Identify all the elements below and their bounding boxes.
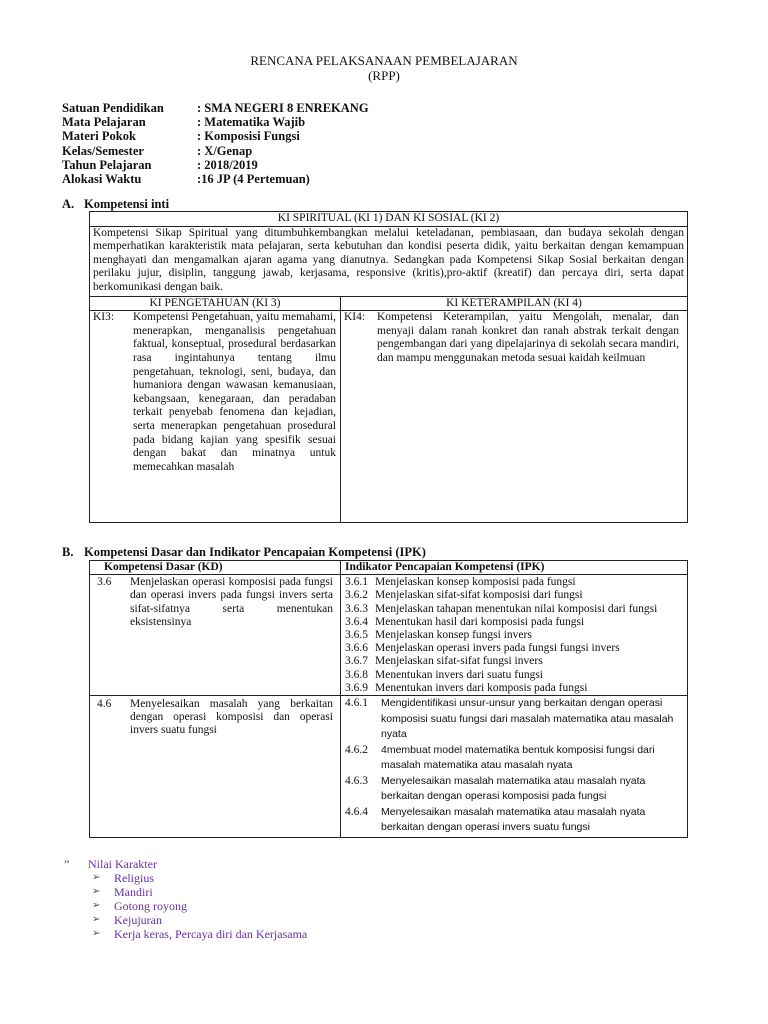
ipk-text: Menyelesaikan masalah matematika atau masalah nyata berkaitan dengan operasi invers suatu fungsi (381, 805, 646, 834)
kd-column-header: Kompetensi Dasar (KD) (90, 561, 341, 575)
ipk-item (345, 682, 683, 695)
arrow-bullet-icon: ➢ (92, 872, 101, 884)
ipk-text: Mengidentifikasi unsur-unsur yang berkaitan dengan operasi komposisi suatu fungsi dari masalah matematika atau masalah nyata (381, 697, 674, 741)
ipk-text: Menjelaskan konsep fungsi invers (375, 629, 532, 642)
info-block (62, 101, 369, 186)
info-label: Kelas/Semester (62, 143, 144, 158)
ipk-item (345, 616, 683, 629)
nilai-item: Gotong royong (114, 899, 187, 914)
ipk-number: 3.6.7 (345, 655, 368, 668)
kd-cell (90, 696, 341, 838)
ipk-item (345, 669, 683, 682)
kd-text: Menjelaskan operasi komposisi pada fungsi dan operasi invers pada fungsi invers serta sifat-sifatnya serta menentukan eksistensinya (130, 576, 333, 628)
ipk-text: Menentukan hasil dari komposisi pada fungsi (375, 615, 585, 628)
ipk-text: Menentukan invers dari komposis pada fungsi (375, 681, 588, 694)
ki12-header: KI SPIRITUAL (KI 1) DAN KI SOSIAL (KI 2) (90, 212, 688, 227)
ki4-text: Kompetensi Keterampilan, yaitu Mengolah, menalar, dan menyaji dalam ranah konkret dan ranah abstrak terkait dengan pengembangan dari yang dipelajarinya di sekolah secara mandiri, dan mampu menggunakan metoda sesuai kaidah keilmuan (377, 311, 679, 364)
ipk-text: Menyelesaikan masalah matematika atau masalah nyata berkaitan dengan operasi komposisi pada fungsi (381, 774, 646, 803)
ki4-label: KI4: (344, 311, 366, 324)
ki3-text: Kompetensi Pengetahuan, yaitu memahami, menerapkan, menganalisis pengetahuan faktual, konseptual, prosedural berdasarkan rasa ingintahunya tentang ilmu pengetahuan, teknologi, seni, budaya, dan humaniora dengan wawasan kemanusiaan, kebangsaan, kenegaraan, dan peradaban terkait penyebab fenomena dan kejadian, serta menerapkan pengetahuan prosedural pada bidang kajian yang spesifik sesuai dengan bakat dan minatnya untuk memecahkan masalah (133, 311, 336, 473)
info-value: :16 JP (4 Pertemuan) (197, 172, 310, 187)
ipk-item (345, 589, 683, 602)
ki4-header: KI KETERAMPILAN (KI 4) (341, 296, 688, 311)
ipk-text: 4membuat model matematika bentuk komposisi fungsi dari masalah matematika atau masalah nyata (381, 743, 655, 772)
ipk-text: Menjelaskan sifat-sifat fungsi invers (375, 655, 543, 668)
kd-cell (90, 575, 341, 696)
info-row (62, 158, 369, 172)
ki3-header: KI PENGETAHUAN (KI 3) (90, 296, 341, 311)
list-item (92, 871, 307, 885)
ipk-number: 4.6.2 (345, 743, 368, 756)
ipk-number: 3.6.9 (345, 681, 368, 694)
nilai-item: Mandiri (114, 885, 153, 900)
arrow-bullet-icon: ➢ (92, 914, 101, 926)
ipk-item (345, 629, 683, 642)
ipk-item (345, 642, 683, 655)
ipk-column-header: Indikator Pencapaian Kompetensi (IPK) (341, 561, 688, 575)
ipk-item (345, 696, 683, 743)
doc-subtitle: (RPP) (368, 68, 400, 83)
info-value: : 2018/2019 (197, 157, 258, 172)
info-label: Tahun Pelajaran (62, 157, 152, 172)
info-label: Alokasi Waktu (62, 172, 142, 187)
ipk-number: 3.6.3 (345, 602, 368, 615)
kd-ipk-table (89, 560, 688, 838)
ipk-item (345, 655, 683, 668)
ipk-number: 3.6.4 (345, 615, 368, 628)
list-item (92, 927, 307, 941)
ki4-cell (341, 311, 688, 523)
ipk-number: 3.6.2 (345, 589, 368, 602)
ipk-cell (341, 575, 688, 696)
nilai-karakter (64, 857, 307, 942)
ipk-item (345, 743, 683, 774)
section-b-heading (62, 545, 426, 560)
info-label: Mata Pelajaran (62, 115, 146, 130)
nilai-item: Religius (114, 871, 155, 886)
ipk-number: 4.6.3 (345, 774, 368, 787)
info-row (62, 129, 369, 143)
info-row (62, 101, 369, 115)
ipk-text: Menjelaskan operasi invers pada fungsi fungsi invers (375, 642, 620, 655)
arrow-bullet-icon: ➢ (92, 928, 101, 940)
ipk-item (345, 603, 683, 616)
list-item (92, 885, 307, 899)
table-row (90, 696, 688, 838)
info-label: Satuan Pendidikan (62, 101, 164, 115)
info-value: : SMA NEGERI 8 ENREKANG (197, 101, 369, 115)
info-value: : Matematika Wajib (197, 115, 306, 130)
list-item (92, 913, 307, 927)
nilai-item: Kejujuran (114, 913, 162, 928)
nilai-title: Nilai Karakter (88, 857, 157, 871)
kompetensi-inti-table (89, 211, 688, 523)
ki3-label: KI3: (93, 311, 115, 324)
ipk-cell (341, 696, 688, 838)
kd-number: 3.6 (97, 576, 112, 589)
ipk-item (345, 774, 683, 805)
section-a-heading (62, 197, 169, 212)
ipk-item (345, 805, 683, 836)
info-label: Materi Pokok (62, 129, 136, 144)
ipk-number: 3.6.5 (345, 629, 368, 642)
kd-number: 4.6 (97, 698, 112, 711)
ipk-text: Menjelaskan sifat-sifat komposisi dari fungsi (375, 589, 583, 602)
ipk-text: Menentukan invers dari suatu fungsi (375, 668, 543, 681)
section-title: Kompetensi inti (84, 197, 170, 211)
arrow-bullet-icon: ➢ (92, 900, 101, 912)
info-row (62, 172, 369, 186)
ipk-number: 3.6.8 (345, 668, 368, 681)
ipk-number: 4.6.4 (345, 805, 368, 818)
ki3-cell (90, 311, 341, 523)
section-title: Kompetensi Dasar dan Indikator Pencapaian Kompetensi (IPK) (84, 545, 426, 559)
info-value: : Komposisi Fungsi (197, 129, 300, 144)
nilai-list (64, 871, 307, 941)
ipk-text: Menjelaskan tahapan menentukan nilai komposisi dari fungsi (375, 602, 658, 615)
section-letter: B. (62, 545, 74, 559)
ipk-number: 4.6.1 (345, 697, 368, 710)
nilai-item: Kerja keras, Percaya diri dan Kerjasama (114, 927, 308, 942)
ipk-number: 3.6.1 (345, 576, 368, 589)
info-row (62, 115, 369, 129)
arrow-bullet-icon: ➢ (92, 886, 101, 898)
quote-mark: ” (64, 857, 70, 871)
ipk-item (345, 576, 683, 589)
doc-title: RENCANA PELAKSANAAN PEMBELAJARAN (250, 53, 518, 68)
kd-text: Menyelesaikan masalah yang berkaitan dengan operasi komposisi dan operasi invers suatu fungsi (130, 698, 333, 737)
list-item (92, 899, 307, 913)
ipk-number: 3.6.6 (345, 642, 368, 655)
ipk-text: Menjelaskan konsep komposisi pada fungsi (375, 576, 576, 589)
section-letter: A. (62, 197, 75, 211)
table-row (90, 575, 688, 696)
info-value: : X/Genap (197, 143, 253, 158)
info-row (62, 144, 369, 158)
ki12-text: Kompetensi Sikap Spiritual yang ditumbuhkembangkan melalui keteladanan, pembiasaan, dan budaya sekolah dengan memperhatikan karakteristik mata pelajaran, serta kebutuhan dan kondisi peserta didik, yaitu berkaitan dengan kemampuan menghayati dan mengamalkan ajaran agama yang dianutnya. Sedangkan pada Kompetensi Sikap Sosial berkaitan dengan perilaku jujur, disiplin, tanggung jawab, kerjasama, responsive (kritis),pro-aktif (kreatif) dan percaya diri, serta dapat berkomunikasi dengan baik. (90, 226, 688, 296)
